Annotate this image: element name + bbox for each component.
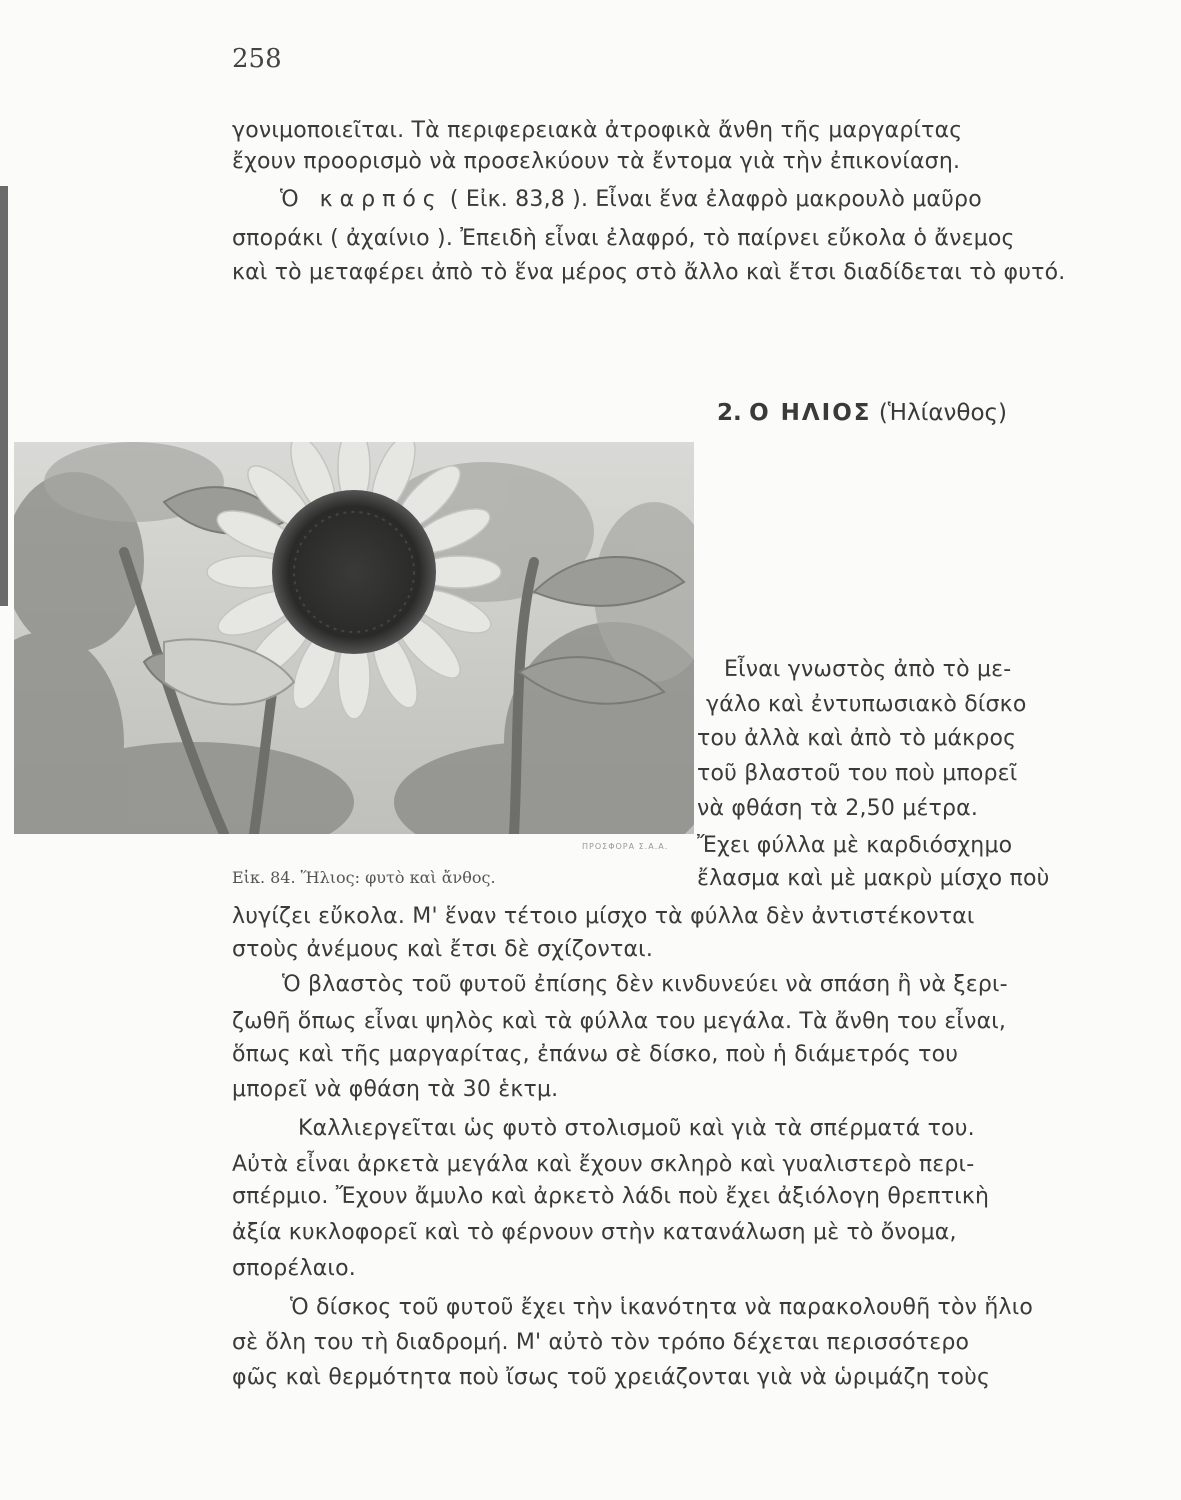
- text-line: στοὺς ἀνέμους καὶ ἔτσι δὲ σχίζονται.: [232, 937, 654, 962]
- text-line: Ὁ δίσκος τοῦ φυτοῦ ἔχει τὴν ἱκανότητα νὰ παρακολουθῆ τὸν ἥλιο: [290, 1295, 1034, 1320]
- text-line: Ἔχει φύλλα μὲ καρδιόσχημο: [697, 833, 1013, 858]
- text-line: νὰ φθάση τὰ 2,50 μέτρα.: [697, 796, 979, 821]
- text-line: ἔχουν προορισμὸ νὰ προσελκύουν τὰ ἔντομα γιὰ τὴν ἐπικονίαση.: [232, 149, 961, 174]
- text-line: Ὁ βλαστὸς τοῦ φυτοῦ ἐπίσης δὲν κινδυνεύει νὰ σπάση ἢ νὰ ξερι-: [282, 972, 1008, 997]
- text-line: σπέρμιο. Ἔχουν ἄμυλο καὶ ἀρκετὸ λάδι ποὺ ἔχει ἀξιόλογη θρεπτικὴ: [232, 1184, 990, 1209]
- text-line-karpos: [280, 185, 982, 215]
- scan-edge-bar: [0, 186, 8, 606]
- text-line: Εἶναι γνωστὸς ἀπὸ τὸ με-: [724, 657, 1012, 682]
- section-latin-name: (Ἡλίανθος): [878, 400, 1008, 426]
- text-line: ἀξία κυκλοφορεῖ καὶ τὸ φέρνουν στὴν κατανάλωση μὲ τὸ ὄνομα,: [232, 1220, 957, 1245]
- sunflower-photo: [14, 442, 694, 834]
- figure-caption: Εἰκ. 84. Ἥλιος: φυτὸ καὶ ἄνθος.: [232, 868, 496, 887]
- text-line: Καλλιεργεῖται ὡς φυτὸ στολισμοῦ καὶ γιὰ τὰ σπέρματά του.: [298, 1116, 975, 1141]
- karpos-text: ( Εἰκ. 83,8 ). Εἶναι ἕνα ἐλαφρὸ μακρουλὸ μαῦρο: [449, 187, 982, 212]
- text-line: καὶ τὸ μεταφέρει ἀπὸ τὸ ἕνα μέρος στὸ ἄλλο καὶ ἔτσι διαδίδεται τὸ φυτό.: [232, 260, 1066, 285]
- text-line: λυγίζει εὔκολα. Μ' ἕναν τέτοιο μίσχο τὰ φύλλα δὲν ἀντιστέκονται: [232, 904, 975, 929]
- text-line: Αὐτὰ εἶναι ἀρκετὰ μεγάλα καὶ ἔχουν σκληρὸ καὶ γυαλιστερὸ περι-: [232, 1152, 975, 1177]
- text-line: του ἀλλὰ καὶ ἀπὸ τὸ μάκρος: [697, 726, 1017, 751]
- text-line: σπορέλαιο.: [232, 1256, 356, 1281]
- text-line: γάλο καὶ ἐντυπωσιακὸ δίσκο: [706, 692, 1027, 717]
- text-line: ὅπως καὶ τῆς μαργαρίτας, ἐπάνω σὲ δίσκο, ποὺ ἡ διάμετρός του: [232, 1042, 959, 1067]
- section-number: 2.: [717, 400, 742, 426]
- text-line: τοῦ βλαστοῦ του ποὺ μπορεῖ: [697, 761, 1018, 786]
- section-name: Ο ΗΛΙΟΣ: [749, 400, 872, 426]
- text-line: φῶς καὶ θερμότητα ποὺ ἴσως τοῦ χρειάζονται γιὰ νὰ ὡριμάζη τοὺς: [232, 1365, 991, 1390]
- photo-credit: ΠΡΟΣΦΟΡΑ Σ.Α.Α.: [582, 842, 669, 851]
- page-number: 258: [232, 44, 282, 74]
- text-line: ἔλασμα καὶ μὲ μακρὺ μίσχο ποὺ: [697, 866, 1050, 891]
- section-heading: [717, 400, 1007, 426]
- karpos-label: Ὁ καρπός: [280, 187, 443, 212]
- text-line: σποράκι ( ἀχαίνιο ). Ἐπειδὴ εἶναι ἐλαφρό, τὸ παίρνει εὔκολα ὁ ἄνεμος: [232, 226, 1015, 251]
- text-line: σὲ ὅλη του τὴ διαδρομή. Μ' αὐτὸ τὸν τρόπο δέχεται περισσότερο: [232, 1330, 970, 1355]
- text-line: μπορεῖ νὰ φθάση τὰ 30 ἑκτμ.: [232, 1077, 559, 1102]
- text-line: γονιμοποιεῖται. Τὰ περιφερειακὰ ἀτροφικὰ ἄνθη τῆς μαργαρίτας: [232, 118, 963, 143]
- text-line: ζωθῆ ὅπως εἶναι ψηλὸς καὶ τὰ φύλλα του μεγάλα. Τὰ ἄνθη του εἶναι,: [232, 1009, 1007, 1034]
